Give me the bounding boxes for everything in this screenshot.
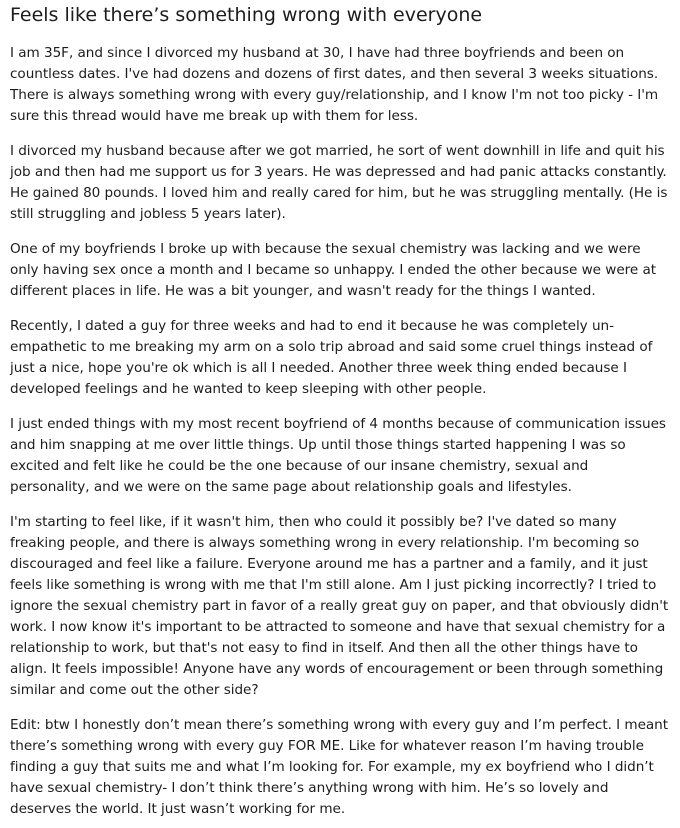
- post-paragraph: One of my boyfriends I broke up with because the sexual chemistry was lacking and we were only having sex once a month and I became so unhappy. I ended the other because we were at different places in life. He was a bit younger, and wasn't ready for the things I wanted.: [10, 241, 657, 299]
- post-paragraph: I just ended things with my most recent boyfriend of 4 months because of communication issues and him snapping at me over little things. Up until those things started happening I was so excited and felt like he could be the one because of our insane chemistry, sexual and personality, and we were on the same page about relationship goals and lifestyles.: [10, 416, 666, 495]
- post-paragraph: I'm starting to feel like, if it wasn't him, then who could it possibly be? I've dated so many freaking people, and there is always something wrong in every relationship. I'm becoming so discouraged and feel like a failure. Everyone around me has a partner and a family, and it just feels like something is wrong with me that I'm still alone. Am I just picking incorrectly? I tried to ignore the sexual chemistry part in favor of a really great guy on paper, and that obviously didn't work. I now know it's important to be attracted to someone and have that sexual chemistry for a relationship to work, but that's not easy to find in itself. And then all the other things have to align. It feels impossible! Anyone have any words of encouragement or been through something similar and come out the other side?: [10, 514, 669, 698]
- post-paragraph: I divorced my husband because after we got married, he sort of went downhill in life and quit his job and then had me support us for 3 years. He was depressed and had panic attacks constantly. He gained 80 pounds. I loved him and really cared for him, but he was struggling mentally. (He is still struggling and jobless 5 years later).: [10, 143, 668, 222]
- post-paragraph: Recently, I dated a guy for three weeks and had to end it because he was completely un-empathetic to me breaking my arm on a solo trip abroad and said some cruel things instead of just a nice, hope you're ok which is all I needed. Another three week thing ended because I developed feelings and he wanted to keep sleeping with other people.: [10, 318, 653, 397]
- post-paragraph: Edit: btw I honestly don’t mean there’s something wrong with every guy and I’m perfect. I meant there’s something wrong with every guy FOR ME. Like for whatever reason I’m having trouble finding a guy that suits me and what I’m looking for. For example, my ex boyfriend who I didn’t have sexual chemistry- I don’t think there’s anything wrong with him. He’s so lovely and deserves the world. It just wasn’t working for me.: [10, 717, 669, 817]
- post-title: Feels like there’s something wrong with everyone: [10, 4, 483, 26]
- post-body: [10, 43, 670, 820]
- post-paragraph: I am 35F, and since I divorced my husband at 30, I have had three boyfriends and been on countless dates. I've had dozens and dozens of first dates, and then several 3 weeks situations. There is always something wrong with every guy/relationship, and I know I'm not too picky - I'm sure this thread would have me break up with them for less.: [10, 45, 659, 124]
